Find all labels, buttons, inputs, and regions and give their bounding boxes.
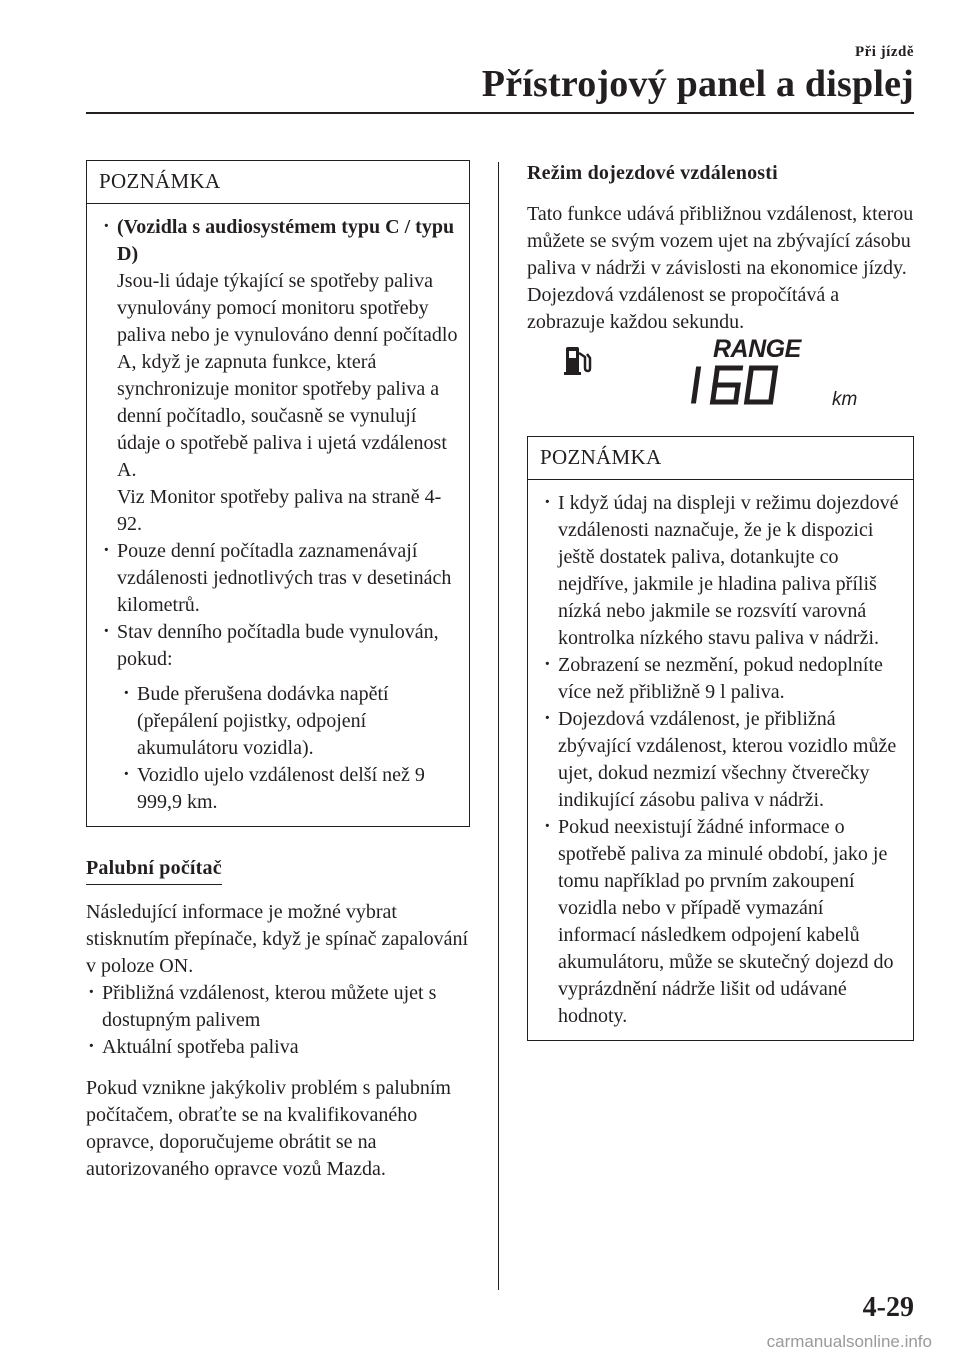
note-item: · Dojezdová vzdálenost, je přibližná zbývající vzdálenost, kterou vozidlo může ujet, dokud nezmizí všechny čtverečky indikující zásobu paliva v nádrži. xyxy=(542,706,903,814)
subheading: Režim dojezdové vzdálenosti xyxy=(527,162,778,184)
watermark-link[interactable]: carmanualsonline.info xyxy=(766,1332,932,1351)
note-item-reference: Viz Monitor spotřeby paliva na straně 4-92. xyxy=(117,486,442,535)
note-item: · I když údaj na displeji v režimu dojezdové vzdálenosti naznačuje, že je k dispozici ještě dostatek paliva, dotankujte co nejdříve, jakmile je hladina paliva příliš nízká nebo jakmile se rozsvítí varovná kontrolka nízkého stavu paliva v nádrži. xyxy=(542,490,903,652)
note-item: · Zobrazení se nezmění, pokud nedoplníte více než přibližně 9 l paliva. xyxy=(542,652,903,706)
info-list-item: · Aktuální spotřeba paliva xyxy=(86,1034,470,1061)
info-list xyxy=(86,980,470,1061)
note-list xyxy=(542,490,903,1030)
note-body xyxy=(87,204,469,826)
range-display-figure xyxy=(527,335,914,428)
section-heading: Palubní počítač xyxy=(86,855,222,885)
note-item xyxy=(101,619,459,816)
unit-label: km xyxy=(832,389,858,410)
range-paragraph: Tato funkce udává přibližnou vzdálenost, kterou můžete se svým vozem ujet na zbývající zásobu paliva v nádrži v závislosti na ekonomice jízdy. Dojezdová vzdálenost se propočítává a zobrazuje každou sekundu. xyxy=(527,203,914,333)
info-list-item: · Přibližná vzdálenost, kterou můžete ujet s dostupným palivem xyxy=(86,980,470,1034)
note-list xyxy=(101,214,459,816)
range-label: RANGE xyxy=(713,335,801,363)
page-title: Přístrojový panel a displej xyxy=(481,63,914,105)
note-item-text: Jsou-li údaje týkající se spotřeby paliva vynulovány pomocí monitoru spotřeby paliva nebo je vynulováno denní počítadlo A, když je zapnuta funkce, která synchronizuje monitor spotřeby paliva a denní počítadlo, současně se vynulují údaje o spotřebě paliva i ujetá vzdálenost A. xyxy=(117,270,458,481)
note-item xyxy=(101,538,459,619)
range-value: 160 xyxy=(685,364,687,365)
range-digit-readout xyxy=(685,364,785,406)
note-box-left xyxy=(86,160,470,827)
column-divider xyxy=(498,162,499,1290)
note-item: · Pokud neexistují žádné informace o spotřebě paliva za minulé období, jako je tomu například po prvním zakoupení vozidla nebo v případě vymazání informací následkem odpojení kabelů akumulátoru, může se skutečný dojezd do vyprázdnění nádrže lišit od udávané hodnoty. xyxy=(542,814,903,1030)
intro-paragraph: Následující informace je možné vybrat stisknutím přepínače, když je spínač zapalování v poloze ON. xyxy=(86,901,469,977)
note-item-text: Pouze denní počítadla zaznamenávají vzdálenosti jednotlivých tras v desetinách kilometrů. xyxy=(117,540,452,616)
left-column xyxy=(86,160,470,1183)
note-box-right xyxy=(527,436,914,1041)
page-number: 4-29 xyxy=(862,1292,914,1323)
note-body xyxy=(528,480,913,1040)
header-rule xyxy=(86,112,914,114)
right-column xyxy=(527,160,914,1041)
section-label: Při jízdě xyxy=(854,44,914,60)
fuel-pump-icon xyxy=(563,344,593,378)
note-subitem: · Vozidlo ujelo vzdálenost delší než 9 999,9 km. xyxy=(121,762,459,816)
note-title: POZNÁMKA xyxy=(87,161,469,204)
note-item xyxy=(101,214,459,538)
closing-paragraph: Pokud vznikne jakýkoliv problém s palubním počítačem, obraťte se na kvalifikovaného opravce, doporučujeme obrátit se na autorizovaného opravce vozů Mazda. xyxy=(86,1077,451,1180)
note-item-text: Stav denního počítadla bude vynulován, pokud: xyxy=(117,621,439,670)
note-item-heading: · (Vozidla s audiosystémem typu C / typu D) xyxy=(117,216,455,265)
note-title: POZNÁMKA xyxy=(528,437,913,480)
note-subitem: · Bude přerušena dodávka napětí (přepálení pojistky, odpojení akumulátoru vozidla). xyxy=(121,681,459,762)
note-sublist xyxy=(117,681,459,816)
